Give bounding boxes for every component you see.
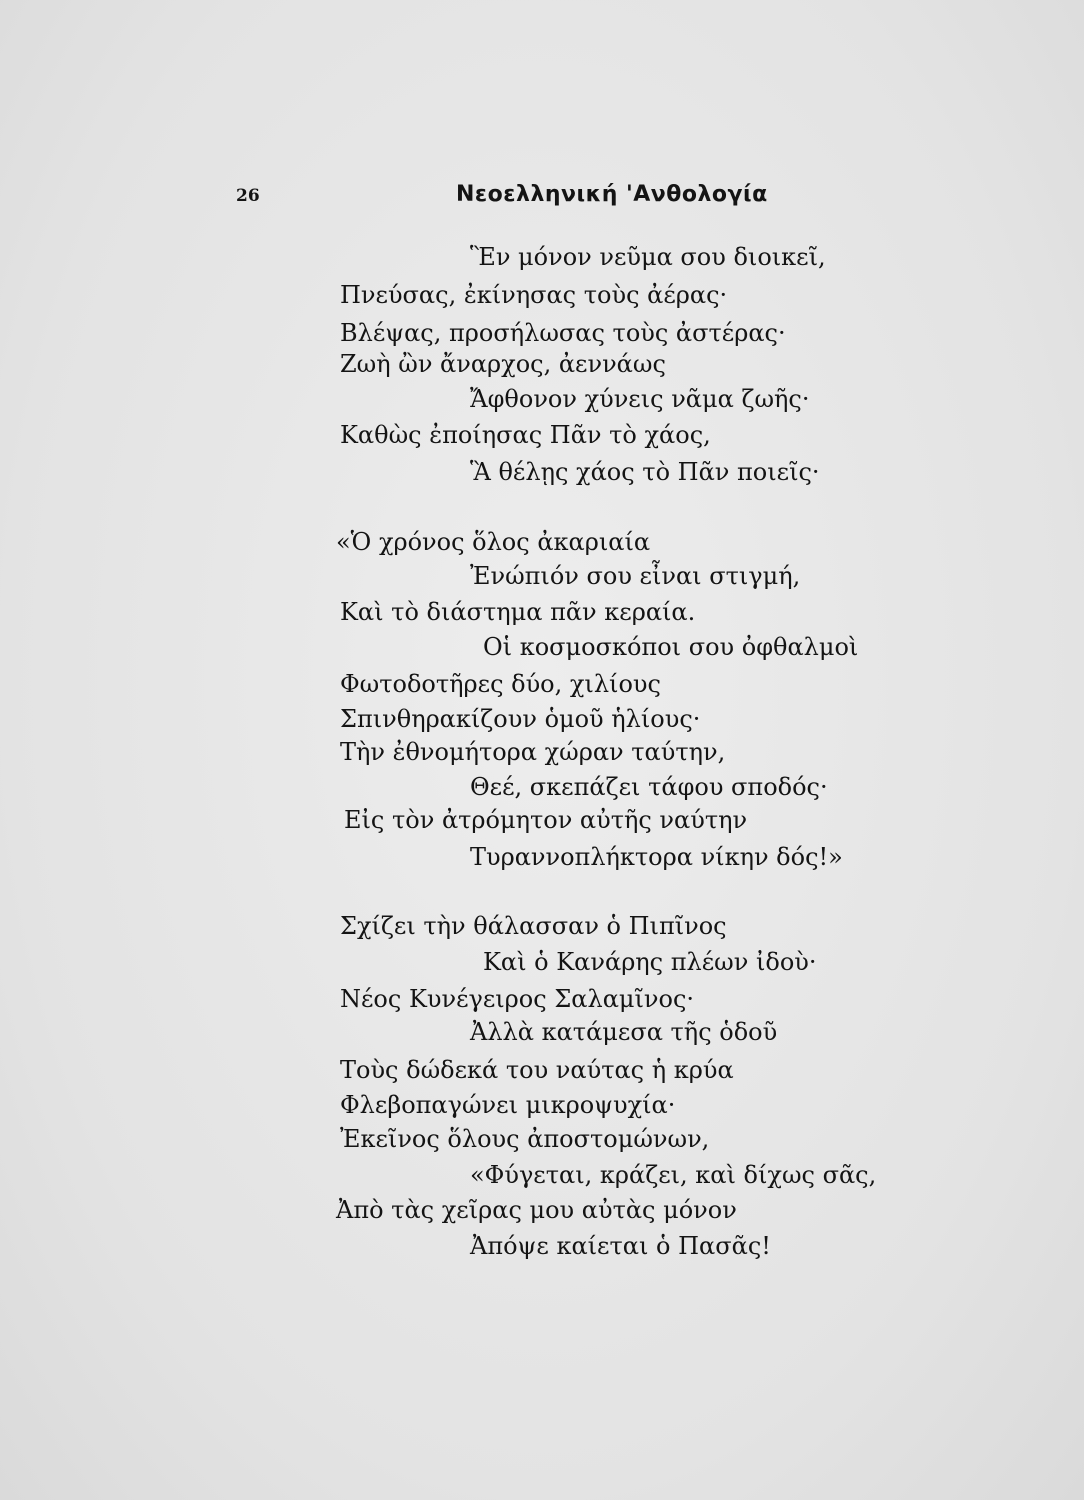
page-number: 26 [236, 186, 260, 206]
poem-line: Τυραννοπλήκτορα νίκην δός!» [470, 843, 843, 871]
poem-line: Ἀλλὰ κατάμεσα τῆς ὁδοῦ [470, 1018, 778, 1046]
poem-line: Ἐκεῖνος ὅλους ἀποστομώνων, [340, 1125, 710, 1153]
poem-line: Ἀπόψε καίεται ὁ Πασᾶς! [470, 1232, 771, 1260]
poem-line: Ἓν μόνον νεῦμα σου διοικεῖ, [470, 243, 826, 271]
poem-line: Καὶ τὸ διάστημα πᾶν κεραία. [340, 598, 696, 626]
poem-line: «Φύγεται, κράζει, καὶ δίχως σᾶς, [470, 1161, 877, 1189]
poem-line: Οἱ κοσμοσκόποι σου ὀφθαλμοὶ [483, 633, 859, 661]
poem-line: Σπινθηρακίζουν ὁμοῦ ἡλίους· [340, 705, 701, 733]
poem-line: Ἄφθονον χύνεις νᾶμα ζωῆς· [470, 385, 810, 413]
poem-line: Θεέ, σκεπάζει τάφου σποδός· [470, 773, 828, 801]
page-header [0, 182, 1084, 216]
poem-line: Ἃ θέλῃς χάος τὸ Πᾶν ποιεῖς· [470, 458, 820, 486]
poem-line: Φλεβοπαγώνει μικροψυχία· [340, 1091, 676, 1119]
poem-line: Φωτοδοτῆρες δύο, χιλίους [340, 670, 661, 698]
running-title: Νεοελληνική 'Ανθολογία [456, 182, 768, 207]
poem-line: Νέος Κυνέγειρος Σαλαμῖνος· [340, 985, 695, 1013]
poem-line: Ἐνώπιόν σου εἶναι στιγμή, [470, 562, 801, 590]
poem-line: Πνεύσας, ἐκίνησας τοὺς ἀέρας· [340, 281, 728, 309]
poem-line: Σχίζει τὴν θάλασσαν ὁ Πιπῖνος [340, 912, 727, 940]
poem-line: Εἰς τὸν ἀτρόμητον αὐτῆς ναύτην [344, 806, 748, 834]
poem-line: Καὶ ὁ Κανάρης πλέων ἰδοὺ· [483, 948, 817, 976]
poem-line: «Ὁ χρόνος ὅλος ἀκαριαία [336, 528, 651, 556]
poem-line: Βλέψας, προσήλωσας τοὺς ἀστέρας· [340, 319, 786, 347]
poem-line: Τοὺς δώδεκά του ναύτας ἡ κρύα [340, 1056, 734, 1084]
poem-line: Καθὼς ἐποίησας Πᾶν τὸ χάος, [340, 421, 711, 449]
poem-line: Ζωὴ ὢν ἄναρχος, ἀεννάως [340, 350, 666, 378]
poem-line: Τὴν ἐθνομήτορα χώραν ταύτην, [340, 738, 726, 766]
poem-line: Ἀπὸ τὰς χεῖρας μου αὐτὰς μόνον [336, 1196, 737, 1224]
